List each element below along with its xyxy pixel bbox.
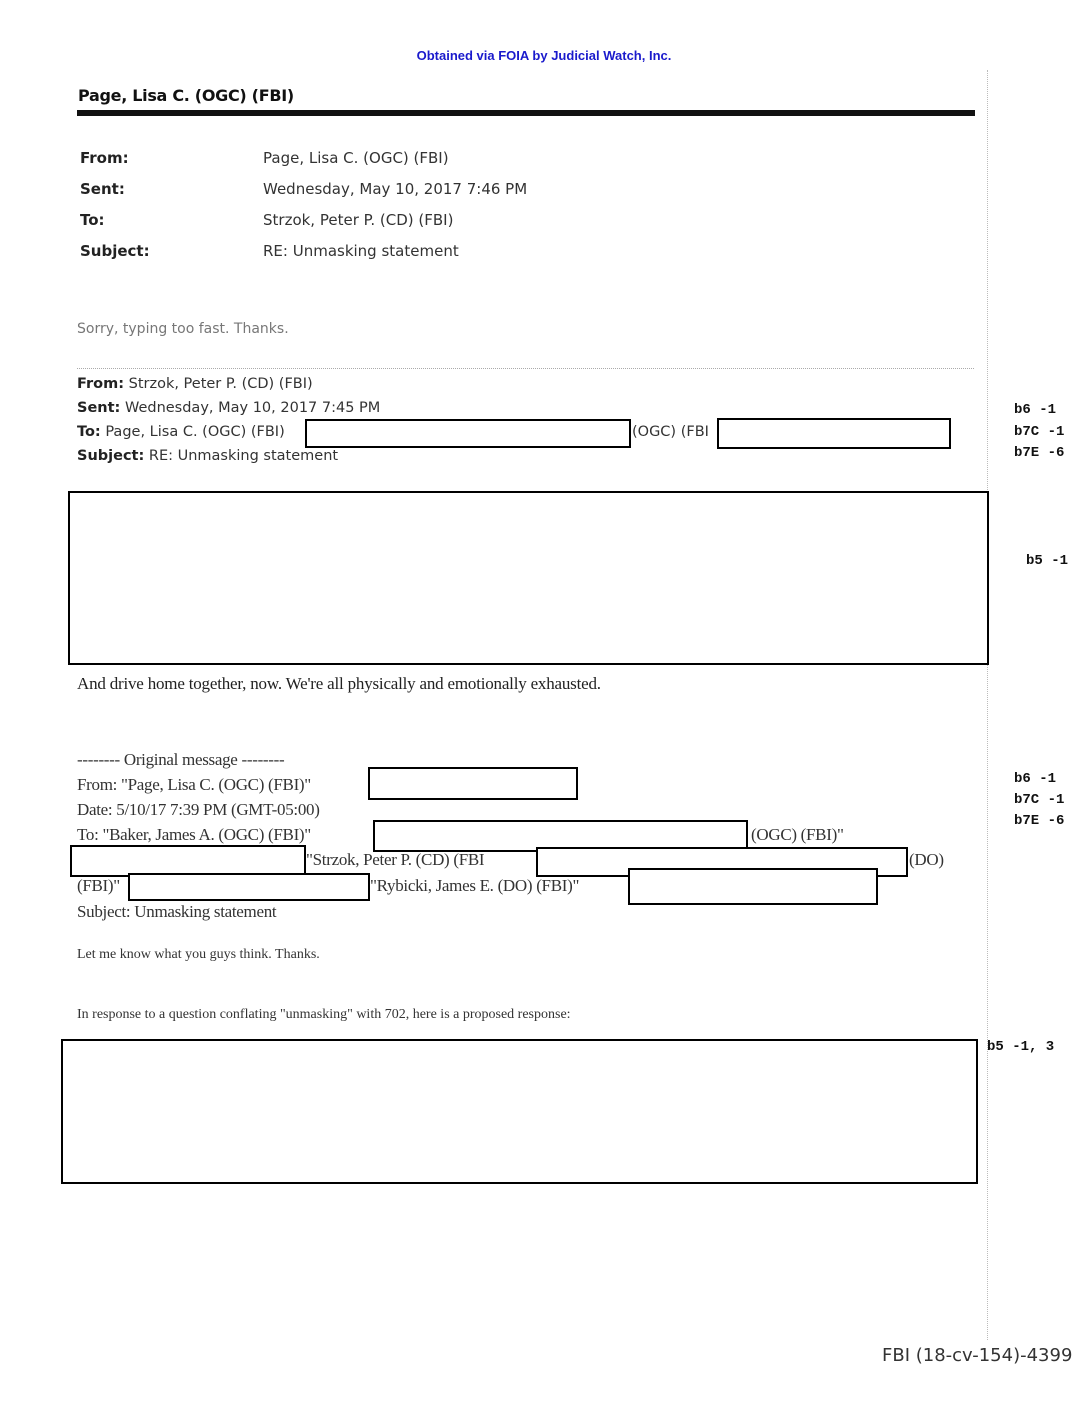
subject-label: Subject: xyxy=(80,242,150,260)
quoted-from: From: Strzok, Peter P. (CD) (FBI) xyxy=(77,376,313,392)
exemption-code: b7E -6 xyxy=(1014,813,1065,829)
foia-banner: Obtained via FOIA by Judicial Watch, Inc. xyxy=(416,48,672,63)
quoted-to: To: Page, Lisa C. (OGC) (FBI) xyxy=(77,424,285,440)
exemption-code: b5 -1 xyxy=(1026,553,1069,569)
from-value: Page, Lisa C. (OGC) (FBI) xyxy=(263,149,449,167)
quoted-subject: Subject: RE: Unmasking statement xyxy=(77,448,339,464)
to-label: To: xyxy=(80,211,105,229)
original-to-fbi: (FBI)" xyxy=(77,876,120,895)
original-to: To: "Baker, James A. (OGC) (FBI)" xyxy=(77,825,311,844)
sent-label: Sent: xyxy=(80,180,125,198)
reply-body: Sorry, typing too fast. Thanks. xyxy=(77,321,289,337)
exemption-code: b5 -1, 3 xyxy=(987,1039,1055,1055)
original-subject: Subject: Unmasking statement xyxy=(77,902,277,921)
original-to-rybicki: "Rybicki, James E. (DO) (FBI)" xyxy=(370,876,580,895)
original-date: Date: 5/10/17 7:39 PM (GMT-05:00) xyxy=(77,800,320,819)
original-from: From: "Page, Lisa C. (OGC) (FBI)" xyxy=(77,775,311,794)
from-label: From: xyxy=(80,149,129,167)
redaction-box xyxy=(368,767,578,800)
to-value: Strzok, Peter P. (CD) (FBI) xyxy=(263,211,454,229)
quoted-body: And drive home together, now. We're all physically and emotionally exhausted. xyxy=(77,674,601,693)
exemption-code: b7C -1 xyxy=(1014,792,1065,808)
original-to-do: (DO) xyxy=(909,850,944,869)
exemption-code: b6 -1 xyxy=(1014,402,1057,418)
redaction-box xyxy=(128,873,370,901)
redaction-block xyxy=(61,1039,978,1184)
original-divider: -------- Original message -------- xyxy=(77,750,285,769)
original-to-org: (OGC) (FBI)" xyxy=(751,825,844,844)
exemption-code: b7C -1 xyxy=(1014,424,1065,440)
subject-value: RE: Unmasking statement xyxy=(263,242,459,260)
exemption-code: b6 -1 xyxy=(1014,771,1057,787)
quoted-to-org: (OGC) (FBI xyxy=(632,424,709,440)
quoted-sent: Sent: Wednesday, May 10, 2017 7:45 PM xyxy=(77,400,381,416)
exemption-code: b7E -6 xyxy=(1014,445,1065,461)
original-body-1: Let me know what you guys think. Thanks. xyxy=(77,947,320,962)
redaction-box xyxy=(717,418,951,449)
redaction-box xyxy=(305,419,631,448)
quote-separator xyxy=(77,368,974,369)
bates-number: FBI (18-cv-154)-4399 xyxy=(882,1345,1073,1366)
original-body-2: In response to a question conflating "unmasking" with 702, here is a proposed response: xyxy=(77,1007,571,1022)
redaction-block xyxy=(68,491,989,665)
original-to-strzok: "Strzok, Peter P. (CD) (FBI xyxy=(306,850,485,869)
sent-value: Wednesday, May 10, 2017 7:46 PM xyxy=(263,180,528,198)
margin-dotted-line xyxy=(987,70,988,1340)
mailbox-owner: Page, Lisa C. (OGC) (FBI) xyxy=(78,86,294,105)
owner-rule xyxy=(77,110,975,116)
redaction-box xyxy=(628,868,878,905)
